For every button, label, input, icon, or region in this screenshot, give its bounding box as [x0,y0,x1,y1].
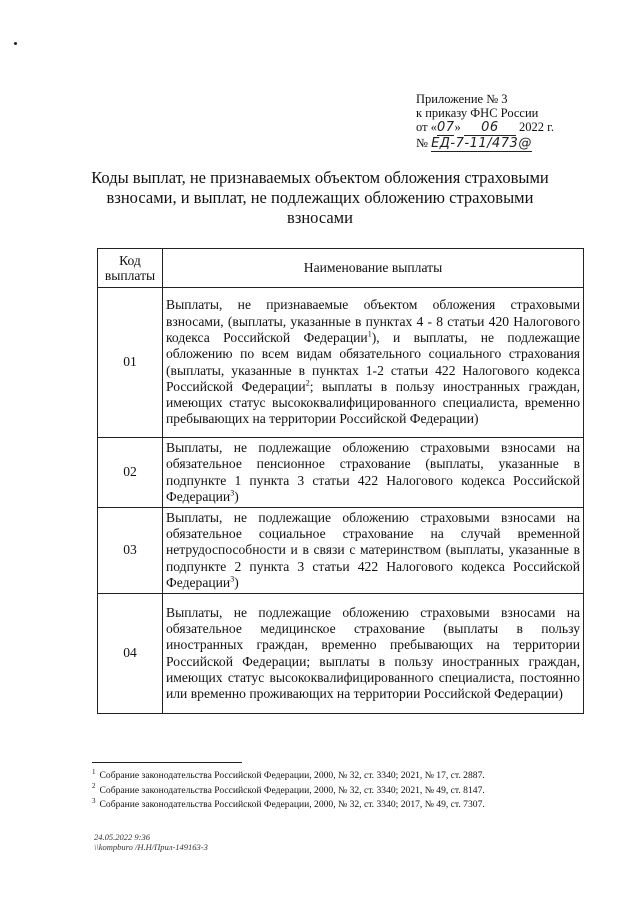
appendix-line-1: Приложение № 3 [416,92,508,106]
order-number: ЕД-7-11/473@ [431,136,532,151]
table-row [98,594,584,714]
row-text [163,438,584,508]
footnote [92,784,612,799]
table-row [98,438,584,508]
print-stamp [94,832,208,852]
row-text [163,508,584,594]
footnote-divider [92,762,242,763]
appendix-number [416,136,616,152]
footnote-text: Собрание законодательства Российской Федерации, 2000, № 32, ст. 3340; 2017, № 49, ст. 7307. [99,799,485,810]
footnote-ref: 1 [367,329,372,339]
date-year: 2022 г. [518,120,554,134]
footnote-num: 3 [92,796,96,805]
stamp-timestamp: 24.05.2022 9:36 [94,832,150,842]
table-row [98,508,584,594]
footnote-ref: 3 [230,574,235,584]
payment-codes-table [97,248,584,714]
date-prefix: от « [416,120,437,134]
footnote [92,798,612,813]
row-text [163,288,584,438]
footnote-ref: 3 [230,488,235,498]
row-text-part: Выплаты, не признаваемые объектом обложения страховыми взносами, (выплаты, указанные в пунктах 4 - 8 статьи 420 Налогового кодекса Российской Федерации [166,297,580,345]
table-row [98,288,584,438]
header-code: Код выплаты [98,249,163,288]
row-text-part: Выплаты, не подлежащие обложению страховыми взносами на обязательное пенсионное страхование (выплаты, указанные в подпункте 1 пункта 3 статьи 422 Налогового кодекса Российской Федерации [166,439,580,504]
footnote-text: Собрание законодательства Российской Федерации, 2000, № 32, ст. 3340; 2021, № 49, ст. 8147. [99,784,485,796]
row-code: 03 [98,508,163,594]
stamp-path: \\kompburo /Н.Н/Прил-149163-3 [94,842,208,852]
row-text-part: ) [234,574,239,590]
row-code: 04 [98,594,163,714]
row-text-part: ), и выплаты, не подлежащие обложению по всем видам обязательного социального страхования (выплаты, указанные в пунктах 1-2 статьи 422 Налогового кодекса Российской Федерации [166,329,581,394]
row-text-part: ) [234,488,239,504]
date-month: 06 [464,121,516,136]
appendix-date: от «07» 06 2022 г. [416,120,554,135]
header-name: Наименование выплаты [163,249,584,288]
date-day: 07 [436,120,455,135]
footnote-ref: 2 [305,378,310,388]
footnotes [92,769,612,813]
footnote [92,769,612,784]
scan-speck [14,42,17,45]
document-title: Коды выплат, не признаваемых объектом обложения страховыми взносами, и выплат, не подлежащих обложению страховыми взносами [91,168,549,227]
appendix-line-2: к приказу ФНС России [416,106,539,120]
footnote-num: 1 [92,767,96,776]
appendix-header [416,92,616,152]
row-code: 01 [98,288,163,438]
row-code: 02 [98,438,163,508]
row-text: Выплаты, не подлежащие обложению страховыми взносами на обязательное медицинское страхование (выплаты в пользу иностранных граждан, временно пребывающих на территории Российской Федерации; выплаты в пользу иностранных граждан, имеющих статус высококвалифицированного специалиста, постоянно или временно проживающих на территории Российской Федерации) [163,594,584,714]
number-prefix: № [416,136,428,150]
row-text-part: ; выплаты в пользу иностранных граждан, имеющих статус высококвалифицированного специалиста, временно пребывающих на территории Российской Федерации) [166,378,580,427]
footnote-text: Собрание законодательства Российской Федерации, 2000, № 32, ст. 3340; 2021, № 17, ст. 2887. [99,770,485,781]
row-text-part: Выплаты, не подлежащие обложению страховыми взносами на обязательное социальное страхование на случай временной нетрудоспособности и в связи с материнством (выплаты, указанные в подпункте 2 пункта 3 статьи 422 Налогового кодекса Российской Федерации [166,509,580,590]
footnote-num: 2 [92,782,96,791]
table-header-row [98,249,584,288]
